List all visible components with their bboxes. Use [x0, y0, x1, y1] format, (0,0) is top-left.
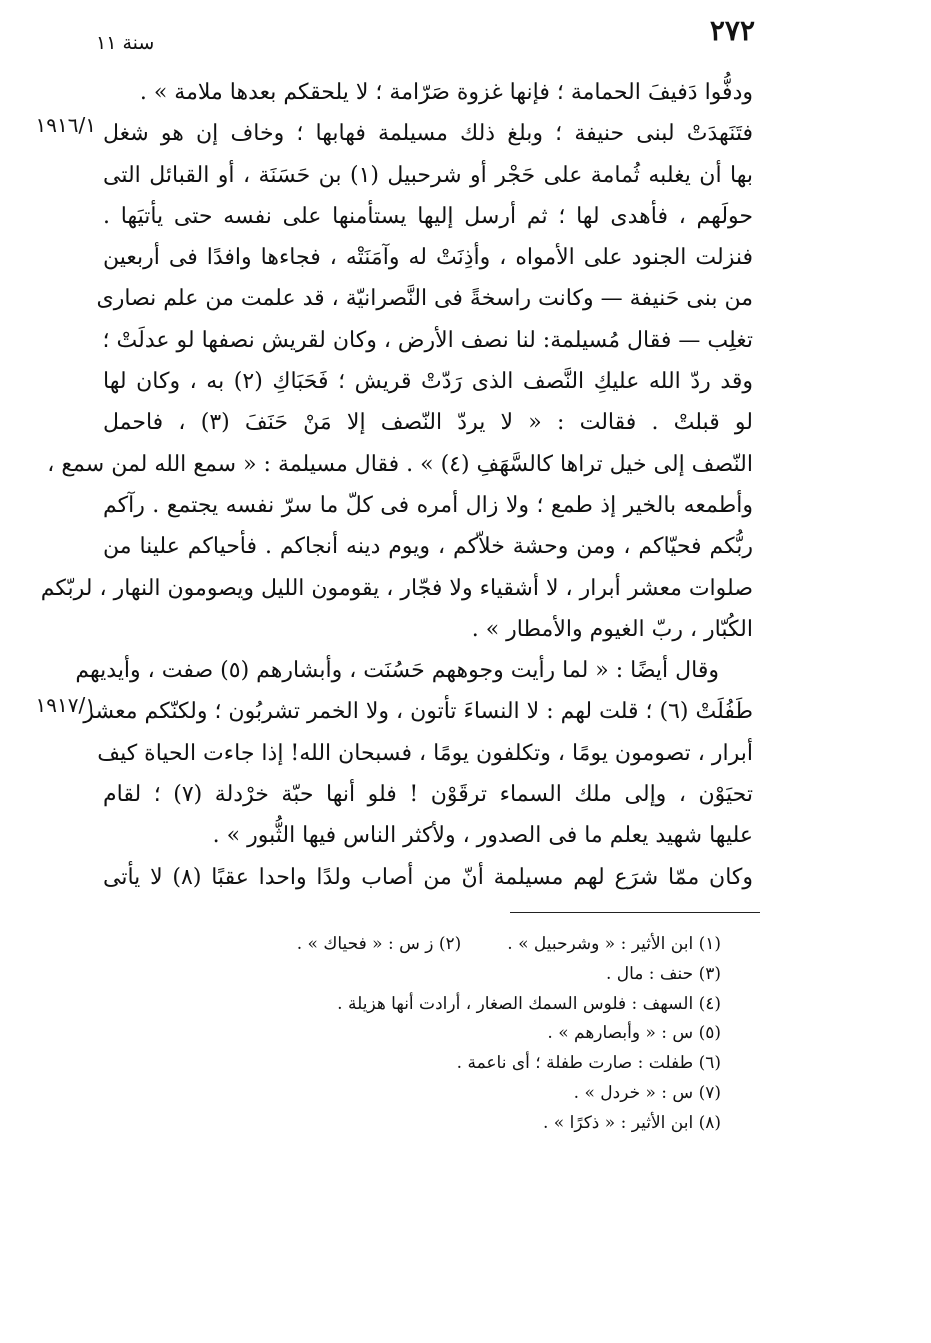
text-line: وكان ممّا شرَع لهم مسيلمة أنّ من أصاب ولدًا واحدا عقبًا (٨) لا يأتى	[103, 864, 753, 890]
footnote: (٤) السهف : فلوس السمك الصغار ، أرادت أنها هزيلة .	[337, 993, 721, 1014]
footnote: (٧) س : « خردل » .	[573, 1082, 721, 1103]
text-line: وقد ردّ الله عليكِ النَّصف الذى رَدّتْ قريش ؛ فَحَبَاكِ (٢) به ، وكان لها	[103, 369, 754, 395]
text-line: وقال أيضًا : « لما رأيت وجوههم حَسُنَت ، وأبشارهم (٥) صفت ، وأيديهم	[75, 658, 719, 684]
text-line: الكُبّار ، ربّ الغيوم والأمطار » .	[471, 616, 753, 642]
text-line: ربُّكم فحيّاكم ، ومن وحشة خلاّكم ، ويوم دينه أنجاكم . فأحياكم علينا من	[103, 534, 753, 560]
footnotes	[201, 930, 721, 1139]
text-line: طَفُلَتْ (٦) ؛ قلت لهم : لا النساءَ تأتون ، ولا الخمر تشربُون ؛ ولكنّكم معشر	[83, 699, 753, 725]
footnote: (٨) ابن الأثير : « ذكرًا » .	[543, 1112, 721, 1133]
text-line: من بنى حَنيفة — وكانت راسخةً فى النَّصرانيّة ، قد علمت من علم نصارى	[96, 286, 753, 312]
text-line: أبرار ، تصومون يومًا ، وتكلفون يومًا ، فسبحان الله! إذا جاءت الحياة كيف	[97, 740, 753, 766]
footnote: (٣) حنف : مال .	[605, 963, 721, 984]
text-line: فنزلت الجنود على الأمواه ، وأذِنَتْ له وآمَنَتْه ، فجاءها وافدًا فى أربعين	[103, 245, 753, 271]
year-label: سنة ١١	[96, 32, 155, 54]
footnote-rule	[510, 912, 760, 913]
text-line: تغلِب — فقال مُسيلمة: لنا نصف الأرض ، وكان لقريش نصفها لو عدلَتْ ؛	[102, 327, 753, 353]
text-line: صلوات معشر أبرار ، لا أشقياء ولا فجّار ، يقومون الليل ويصومون النهار ، لربّكم	[40, 575, 753, 601]
text-line: وأطمعه بالخير إذ طمع ؛ ولا زال أمره فى كلّ ما سرّ نفسه يجتمع . رآكم	[103, 492, 753, 518]
margin-note-1916: ١٩١٦/١	[35, 113, 96, 137]
text-line: تحيَوْن ، وإلى ملك السماء ترقَوْن ! فلو أنها حبّة خرْدلة (٧) ؛ لقام	[103, 782, 753, 808]
footnote: (٥) س : « وأبصارهم » .	[547, 1023, 721, 1044]
text-line: حولَهم ، فأهدى لها ؛ ثم أرسل إليها يستأمنها على نفسه حتى يأتيَها .	[103, 203, 753, 229]
text-line: لو قبلتْ . فقالت : « لا يردّ النّصف إلا مَنْ حَنَفَ (٣) ، فاحمل	[103, 410, 753, 436]
footnote: (٢) ز س : « فحياك » .	[296, 934, 462, 954]
page-number: ٢٧٢	[709, 14, 755, 47]
margin-note-1917: ١٩١٧/١	[35, 693, 96, 717]
text-line: النّصف إلى خيل تراها كالسَّهَفِ (٤) » . فقال مسيلمة : « سمع الله لمن سمع ،	[47, 451, 753, 477]
footnote-row	[201, 930, 721, 960]
text-line: عليها شهيد يعلم ما فى الصدور ، ولأكثر الناس فيها الثُّبور » .	[212, 823, 753, 849]
footnote: (١) ابن الأثير : « وشرحبيل » .	[507, 934, 721, 954]
text-line: فتَنَهدَتْ لبنى حنيفة ؛ وبلغ ذلك مسيلمة فهابها ؛ وخاف إن هو شغل	[103, 121, 753, 147]
text-line: ودفُّوا دَفيفَ الحمامة ؛ فإنها غزوة صَرّامة ؛ لا يلحقكم بعدها ملامة » .	[139, 80, 753, 105]
footnote: (٦) طفلت : صارت طفلة ؛ أى ناعمة .	[456, 1053, 721, 1074]
text-line: بها أن يغلبه ثُمامة على حَجْر أو شرحبيل (١) بن حَسَنَة ، أو القبائل التى	[103, 162, 753, 188]
